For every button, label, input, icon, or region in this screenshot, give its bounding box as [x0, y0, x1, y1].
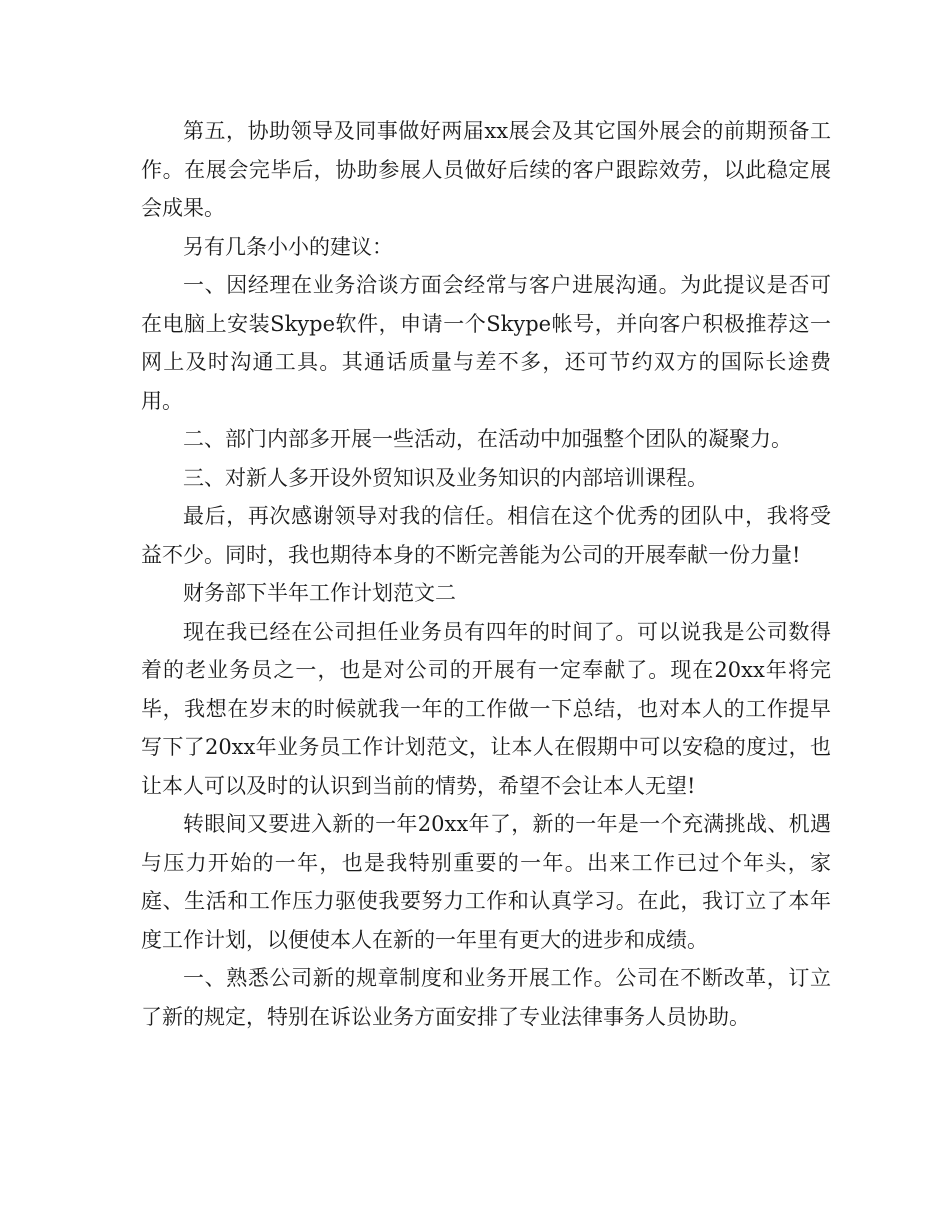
paragraph-closing-thanks: 最后，再次感谢领导对我的信任。相信在这个优秀的团队中，我将受益不少。同时，我也期待本身的不断完善能为公司的开展奉献一份力量! [141, 504, 831, 567]
paragraph-suggestion-team-activities: 二、部门内部多开展一些活动，在活动中加强整个团队的凝聚力。 [183, 427, 792, 451]
paragraph-four-years-review: 现在我已经在公司担任业务员有四年的时间了。可以说我是公司数得着的老业务员之一，也是对公司的开展有一定奉献了。现在20xx年将完毕，我想在岁末的时候就我一年的工作做一下总结，也对本人的工作提早写下了20xx年业务员工作计划范文，让本人在假期中可以安稳的度过，也让本人可以及时的认识到当前的情势，希望不会让本人无望! [141, 619, 831, 798]
paragraph-5-expo-assistance: 第五，协助领导及同事做好两届xx展会及其它国外展会的前期预备工作。在展会完毕后，协助参展人员做好后续的客户跟踪效劳，以此稳定展会成果。 [141, 119, 831, 220]
paragraph-suggestion-training: 三、对新人多开设外贸知识及业务知识的内部培训课程。 [183, 465, 708, 490]
document-body [141, 112, 831, 1036]
paragraph-item-one-regulations: 一、熟悉公司新的规章制度和业务开展工作。公司在不断改革，订立了新的规定，特别在诉讼业务方面安排了专业法律事务人员协助。 [141, 966, 831, 1029]
paragraph-suggestion-skype: 一、因经理在业务洽谈方面会经常与客户进展沟通。为此提议是否可在电脑上安装Skype软件，申请一个Skype帐号，并向客户积极推荐这一网上及时沟通工具。其通话质量与差不多，还可节约双方的国际长途费用。 [141, 273, 831, 413]
paragraph-new-year-outlook: 转眼间又要进入新的一年20xx年了，新的一年是一个充满挑战、机遇与压力开始的一年，也是我特别重要的一年。出来工作已过个年头，家庭、生活和工作压力驱使我要努力工作和认真学习。在此，我订立了本年度工作计划，以便使本人在新的一年里有更大的进步和成绩。 [141, 812, 831, 952]
section-heading-plan-two: 财务部下半年工作计划范文二 [183, 581, 456, 605]
paragraph-suggestions-intro: 另有几条小小的建议： [183, 234, 393, 259]
